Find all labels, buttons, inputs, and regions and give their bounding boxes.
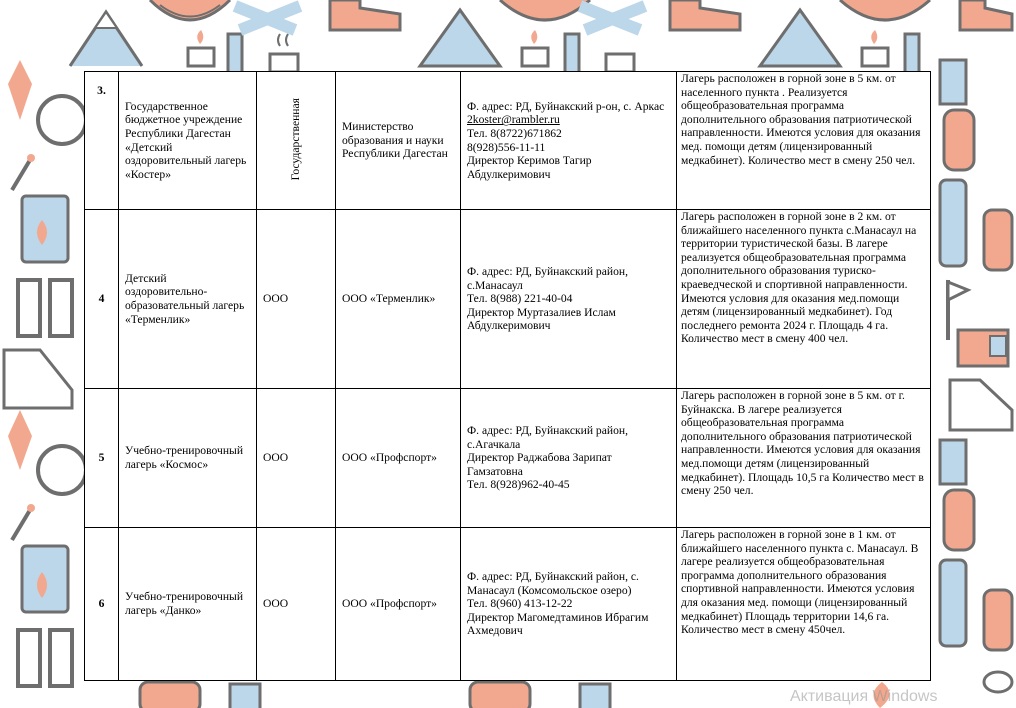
boot-icon (950, 380, 1012, 430)
mug-icon (270, 34, 298, 72)
founder: ООО «Профспорт» (336, 389, 461, 528)
crossed-skis-icon (580, 6, 645, 30)
camps-table-container (84, 71, 930, 680)
ownership-form: ООО (257, 528, 336, 681)
phone-line: Тел. 8(8722)671862 (467, 126, 562, 140)
boot-icon (4, 350, 72, 408)
gas-stove-icon (862, 30, 888, 66)
table-row (85, 528, 931, 681)
binoculars-icon (18, 280, 72, 336)
founder: Министерство образования и науки Республики Дагестан (336, 72, 461, 210)
gas-cylinder-icon (944, 110, 974, 170)
address-line: Ф. адрес: РД, Буйнакский р-он, с. Аркас (467, 99, 665, 113)
gas-stove-icon (522, 30, 548, 66)
binoculars-icon (18, 630, 72, 686)
phone-line: 8(928)556-11-11 (467, 140, 546, 154)
tree-icon (8, 60, 32, 120)
contacts (461, 389, 677, 528)
table-row (85, 389, 931, 528)
description: Лагерь расположен в горной зоне в 5 км. от г. Буйнакска. В лагере реализуется общеобразовательная программа дополнительного образования патриотической направленности. Имеются условия для оказания мед.помощи детям (лицензированный медкабинет). Площадь 10,5 га Количество мест в смену 250 чел. (677, 389, 931, 528)
table-row (85, 210, 931, 389)
director-line: Директор Магомедтаминов Ибрагим Ахмедович (467, 610, 649, 638)
tent-pole-icon (565, 34, 579, 74)
lantern-icon (580, 684, 610, 708)
lantern-icon (940, 440, 966, 484)
match-icon (12, 504, 35, 540)
water-bottle-icon (940, 180, 966, 266)
founder: ООО «Профспорт» (336, 528, 461, 681)
ownership-form: ООО (257, 210, 336, 389)
compass-icon (38, 96, 86, 144)
fuel-can-icon (22, 546, 68, 612)
sleeping-bag-icon (840, 0, 930, 20)
backpack-icon (140, 682, 200, 708)
crossed-skis-icon (235, 6, 300, 30)
tent-pole-icon (905, 34, 919, 74)
gas-cylinder-icon (944, 490, 974, 550)
backpack-icon (984, 210, 1012, 270)
boot-icon (960, 0, 1012, 30)
water-bottle-icon (940, 560, 966, 646)
ownership-form-text: Государственная (289, 97, 303, 180)
phone-line: Тел. 8(960) 413-12-22 (467, 597, 573, 611)
camp-name: Детский оздоровительно-образовательный лагерь «Терменлик» (119, 210, 257, 389)
row-number: 6 (85, 528, 119, 681)
description: Лагерь расположен в горной зоне в 2 км. от ближайшего населенного пункта с.Манасаул на территории туристической базы. В лагере реализуется общеобразовательная программа дополнительного образования туриско-краеведческой и спортивной направленности. Имеются условия для оказания мед.помощи детям (лицензированный медкабинет). Год последнего ремонта 2024 г. Площадь 4 га. Количество мест в смену 400 чел. (677, 210, 931, 389)
mountain-icon (420, 10, 500, 66)
director-line: Директор Керимов Тагир Абдулкеримович (467, 154, 592, 181)
compass-icon (38, 446, 86, 494)
windows-activation-watermark: Активация Windows (790, 688, 938, 705)
ownership-form: ООО (257, 389, 336, 528)
match-icon (12, 154, 35, 190)
mountain-icon (760, 10, 840, 66)
camp-name: Учебно-тренировочный лагерь «Космос» (119, 389, 257, 528)
moth-icon (984, 672, 1012, 692)
gas-stove-icon (188, 30, 214, 66)
backpack-icon (470, 682, 530, 708)
boot-icon (670, 0, 740, 30)
stove-pot-icon (958, 330, 1008, 366)
row-number: 3. (85, 72, 119, 210)
contacts (461, 210, 677, 389)
phone-line: Тел. 8(988) 221-40-04 (467, 292, 573, 306)
contacts (461, 528, 677, 681)
row-number: 5 (85, 389, 119, 528)
address-line: Ф. адрес: РД, Буйнакский район, с.Манасаул (467, 265, 628, 292)
row-number: 4 (85, 210, 119, 389)
sleeping-bag-icon (150, 0, 230, 20)
phone-line: Тел. 8(928)962-40-45 (467, 478, 570, 492)
address-line: Ф. адрес: РД, Буйнакский район, с.Агачкала (467, 424, 628, 451)
table-row (85, 72, 931, 210)
sleeping-bag-icon (500, 0, 590, 20)
description: Лагерь расположен в горной зоне в 1 км. от ближайшего населенного пункта с. Манасаул. В лагере реализуется общеобразовательная программа дополнительного образования спортивной направленности. Имеются условия для оказания мед. помощи (лицензированный медкабинет) Площадь территории 14,6 га. Количество мест в смену 450чел. (677, 528, 931, 681)
camps-table (84, 71, 931, 681)
mountain-icon (70, 12, 142, 66)
tree-icon (8, 410, 32, 470)
contacts (461, 72, 677, 210)
camp-name: Государственное бюджетное учреждение Республики Дагестан «Детский оздоровительный лагерь «Костер» (119, 72, 257, 210)
email-link[interactable]: 2koster@rambler.ru (467, 113, 560, 127)
boot-icon (330, 0, 400, 30)
camp-name: Учебно-тренировочный лагерь «Данко» (119, 528, 257, 681)
director-line: Директор Муртазалиев Ислам Абдулкеримович (467, 305, 616, 333)
mug-icon (606, 54, 634, 72)
description: Лагерь расположен в горной зоне в 5 км. от населенного пункта . Реализуется общеобразовательная программа дополнительного образования патриотической направленности. Имеются условия для оказания мед. помощи детям (лицензированный медкабинет). Количество мест в смену 250 чел. (677, 72, 931, 210)
address-line: Ф. адрес: РД, Буйнакский район, с. Манасаул (Комсомольское озеро) (467, 570, 639, 597)
fuel-can-icon (22, 196, 68, 262)
director-line: Директор Раджабова Зарипат Гамзатовна (467, 451, 612, 478)
lantern-icon (940, 60, 966, 104)
backpack-icon (984, 590, 1012, 650)
ownership-form (257, 72, 336, 210)
founder: ООО «Терменлик» (336, 210, 461, 389)
tent-pole-icon (228, 34, 242, 74)
lantern-icon (230, 684, 260, 708)
